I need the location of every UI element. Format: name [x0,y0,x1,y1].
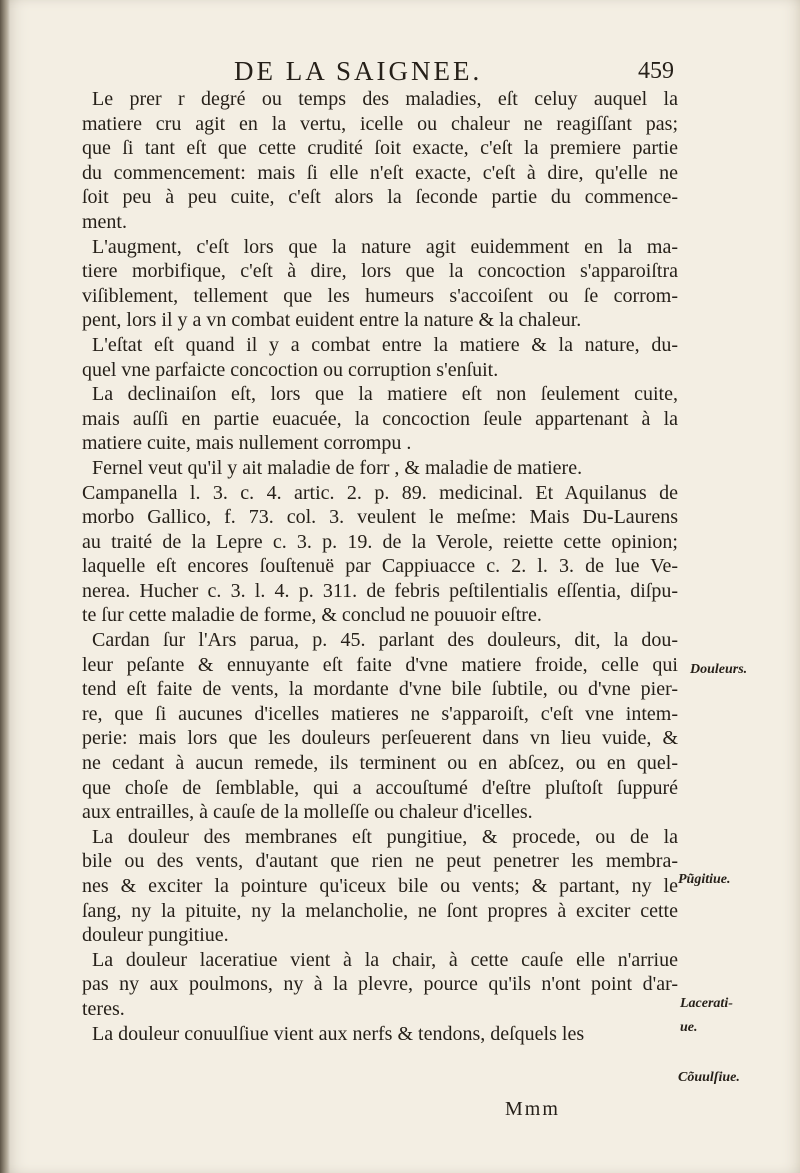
text-line: tiere morbifique, c'eſt à dire, lors que la concoction s'apparoiſtra [82,260,678,283]
text-line: au traité de la Lepre c. 3. p. 19. de la Verole, reiette cette opinion; [82,530,678,553]
text-line: mais auſſi en partie euacuée, la concoction ſeule appartenant à la [82,407,678,430]
text-line: du commencement: mais ſi elle n'eſt exacte, c'eſt à dire, qu'elle ne [82,161,678,184]
book-spine-shadow [0,0,10,1173]
text-line: La douleur conuulſiue vient aux nerfs & tendons, deſquels les [92,1022,585,1045]
margin-note: ue. [680,1020,698,1035]
text-line: ſoit peu à peu cuite, c'eſt alors la ſeconde partie du commence- [82,186,678,209]
text-line: que choſe de ſemblable, qui a accouſtumé d'eſtre pluſtoſt ſuppuré [82,776,678,799]
text-line: Campanella l. 3. c. 4. artic. 2. p. 89. medicinal. Et Aquilanus de [82,481,678,504]
text-line: La douleur des membranes eſt pungitiue, & procede, ou de la [92,825,678,848]
text-line: tend eſt faite de vents, la mordante d'vne bile ſubtile, ou d'vne pier- [82,678,678,701]
text-line: ſang, ny la pituite, ny la melancholie, ne ſont propres à exciter cette [82,899,678,922]
body-text [82,87,678,1046]
text-line: pas ny aux poulmons, ny à la plevre, pource qu'ils n'ont point d'ar- [82,973,678,996]
page-number: 459 [638,58,674,84]
text-line: perie: mais lors que les douleurs perſeuerent dans vn lieu vuide, & [82,727,678,750]
text-line: L'augment, c'eſt lors que la nature agit euidemment en la ma- [92,235,678,258]
page-header [0,52,800,92]
text-line: que ſi tant eſt que cette crudité ſoit exacte, c'eſt la premiere partie [82,137,678,160]
text-line: laquelle eſt encores ſouſtenuë par Cappiuacce c. 2. l. 3. de lue Ve- [82,555,678,578]
text-line: matiere cuite, mais nullement corrompu . [82,432,412,455]
margin-note: Cõuulſiue. [678,1070,740,1085]
text-line: morbo Gallico, f. 73. col. 3. veulent le meſme: Mais Du-Laurens [82,506,678,529]
text-line: douleur pungitiue. [82,924,229,947]
text-line: La douleur laceratiue vient à la chair, à cette cauſe elle n'arriue [92,948,678,971]
text-line: matiere cru agit en la vertu, icelle ou chaleur ne reagiſſant pas; [82,112,678,135]
text-line: leur peſante & ennuyante eſt faite d'vne matiere froide, celle qui [82,653,678,676]
text-line: Fernel veut qu'il y ait maladie de forr , & maladie de matiere. [92,456,583,479]
margin-note: Douleurs. [690,662,748,677]
text-line: bile ou des vents, d'autant que rien ne peut penetrer les membra- [82,850,678,873]
text-line: La declinaiſon eſt, lors que la matiere eſt non ſeulement cuite, [92,383,678,406]
text-line: nes & exciter la pointure qu'iceux bile ou vents; & partant, ny le [82,875,678,897]
text-line: re, que ſi aucunes d'icelles matieres ne s'apparoiſt, c'eſt vne intem- [82,702,678,725]
text-line: te ſur cette maladie de forme, & conclud ne pouuoir eſtre. [82,604,542,627]
text-line: pent, lors il y a vn combat euident entre la nature & la chaleur. [82,309,582,332]
text-line: viſiblement, tellement que les humeurs s'accoiſent ou ſe corrom- [82,284,678,307]
text-line: ment. [82,210,127,233]
text-line: Cardan ſur l'Ars parua, p. 45. parlant des douleurs, dit, la dou- [92,629,678,652]
text-line: teres. [82,997,125,1020]
signature-mark: Mmm [505,1098,560,1120]
text-line: ne cedant à aucun remede, ils terminent ou en abſcez, ou en quel- [82,752,678,775]
margin-note: Lacerati- [680,996,733,1011]
text-line: nerea. Hucher c. 3. l. 4. p. 311. de febris peſtilentialis eſſentia, diſpu- [82,579,678,602]
text-line: aux entrailles, à cauſe de la molleſſe ou chaleur d'icelles. [82,801,533,824]
text-line: quel vne parfaicte concoction ou corruption s'enſuit. [82,358,499,381]
text-line: Le prer r degré ou temps des maladies, eſt celuy auquel la [92,88,678,110]
running-title: DE LA SAIGNEE. [234,56,483,86]
margin-note: Pũgitiue. [678,872,731,887]
text-line: L'eſtat eſt quand il y a combat entre la matiere & la nature, du- [92,333,678,356]
